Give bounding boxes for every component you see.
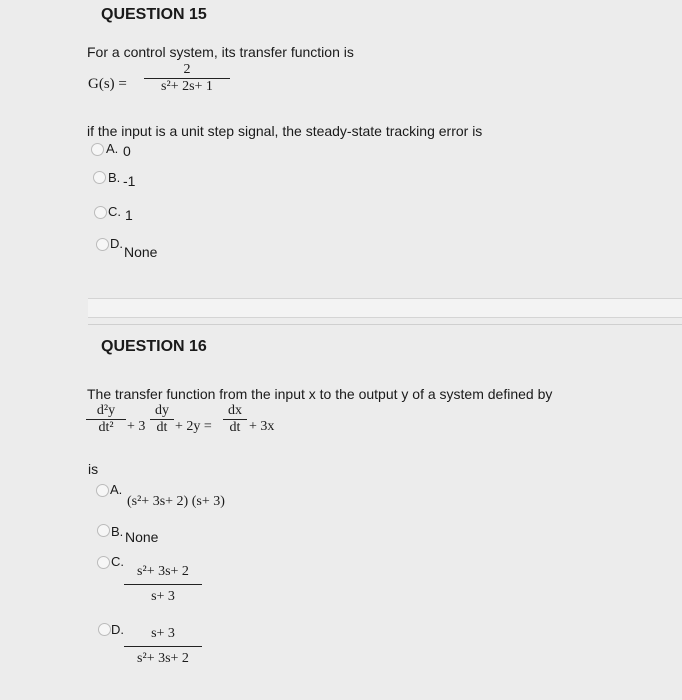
transfer-function-denominator: s²+ 2s+ 1 [161, 79, 213, 94]
q16-option-d-numerator: s+ 3 [124, 626, 202, 647]
question-15-text: if the input is a unit step signal, the steady-state tracking error is [87, 123, 483, 139]
option-b-text: -1 [123, 173, 136, 189]
option-c-text: 1 [125, 207, 133, 223]
equation-d2y-denominator: dt² [98, 420, 114, 435]
option-d-letter: D. [110, 236, 123, 251]
option-d-radio[interactable] [96, 238, 109, 251]
q16-option-c-denominator: s+ 3 [151, 589, 175, 604]
equation-end: + 3x [249, 419, 275, 434]
transfer-function-fraction [144, 62, 230, 95]
q16-option-d-letter: D. [111, 622, 124, 637]
equation-term-dx [223, 403, 247, 436]
q16-option-a-radio[interactable] [96, 484, 109, 497]
option-a-radio[interactable] [91, 143, 104, 156]
question-16-title: QUESTION 16 [101, 338, 207, 355]
option-d-text: None [124, 244, 158, 260]
transfer-function-numerator: 2 [144, 62, 230, 79]
option-b-radio[interactable] [93, 171, 106, 184]
equation-dx-denominator: dt [229, 420, 241, 435]
question-16-is: is [88, 461, 99, 477]
q16-option-b-text: None [125, 529, 159, 545]
question-15-title: QUESTION 15 [101, 6, 207, 23]
equation-dx-numerator: dx [223, 403, 247, 420]
question-16-intro: The transfer function from the input x to the output y of a system defined by [87, 386, 553, 402]
option-a-text: 0 [123, 143, 131, 159]
option-a-letter: A. [106, 141, 119, 156]
q16-option-d-fraction [124, 626, 202, 667]
option-b-letter: B. [108, 170, 121, 185]
question-15-intro: For a control system, its transfer function is [87, 44, 354, 60]
q16-option-a-text: (s²+ 3s+ 2) (s+ 3) [127, 494, 225, 509]
q16-option-d-denominator: s²+ 3s+ 2 [137, 651, 189, 666]
transfer-function-lhs: G(s) = [88, 76, 127, 92]
section-divider-line [88, 324, 682, 325]
equation-term-dy [150, 403, 174, 436]
q16-option-c-fraction [124, 564, 202, 605]
q16-option-c-radio[interactable] [97, 556, 110, 569]
question-separator [88, 298, 682, 318]
equation-d2y-numerator: d²y [86, 403, 126, 420]
equation-term-d2y [86, 403, 126, 436]
option-c-radio[interactable] [94, 206, 107, 219]
option-c-letter: C. [108, 204, 121, 219]
equation-plus-three: + 3 [127, 419, 146, 434]
q16-option-c-numerator: s²+ 3s+ 2 [124, 564, 202, 585]
q16-option-b-radio[interactable] [97, 524, 110, 537]
equation-dy-numerator: dy [150, 403, 174, 420]
q16-option-c-letter: C. [111, 554, 124, 569]
q16-option-d-radio[interactable] [98, 623, 111, 636]
equation-middle: + 2y = [175, 419, 212, 434]
q16-option-a-letter: A. [110, 482, 123, 497]
equation-dy-denominator: dt [156, 420, 168, 435]
q16-option-b-letter: B. [111, 524, 124, 539]
